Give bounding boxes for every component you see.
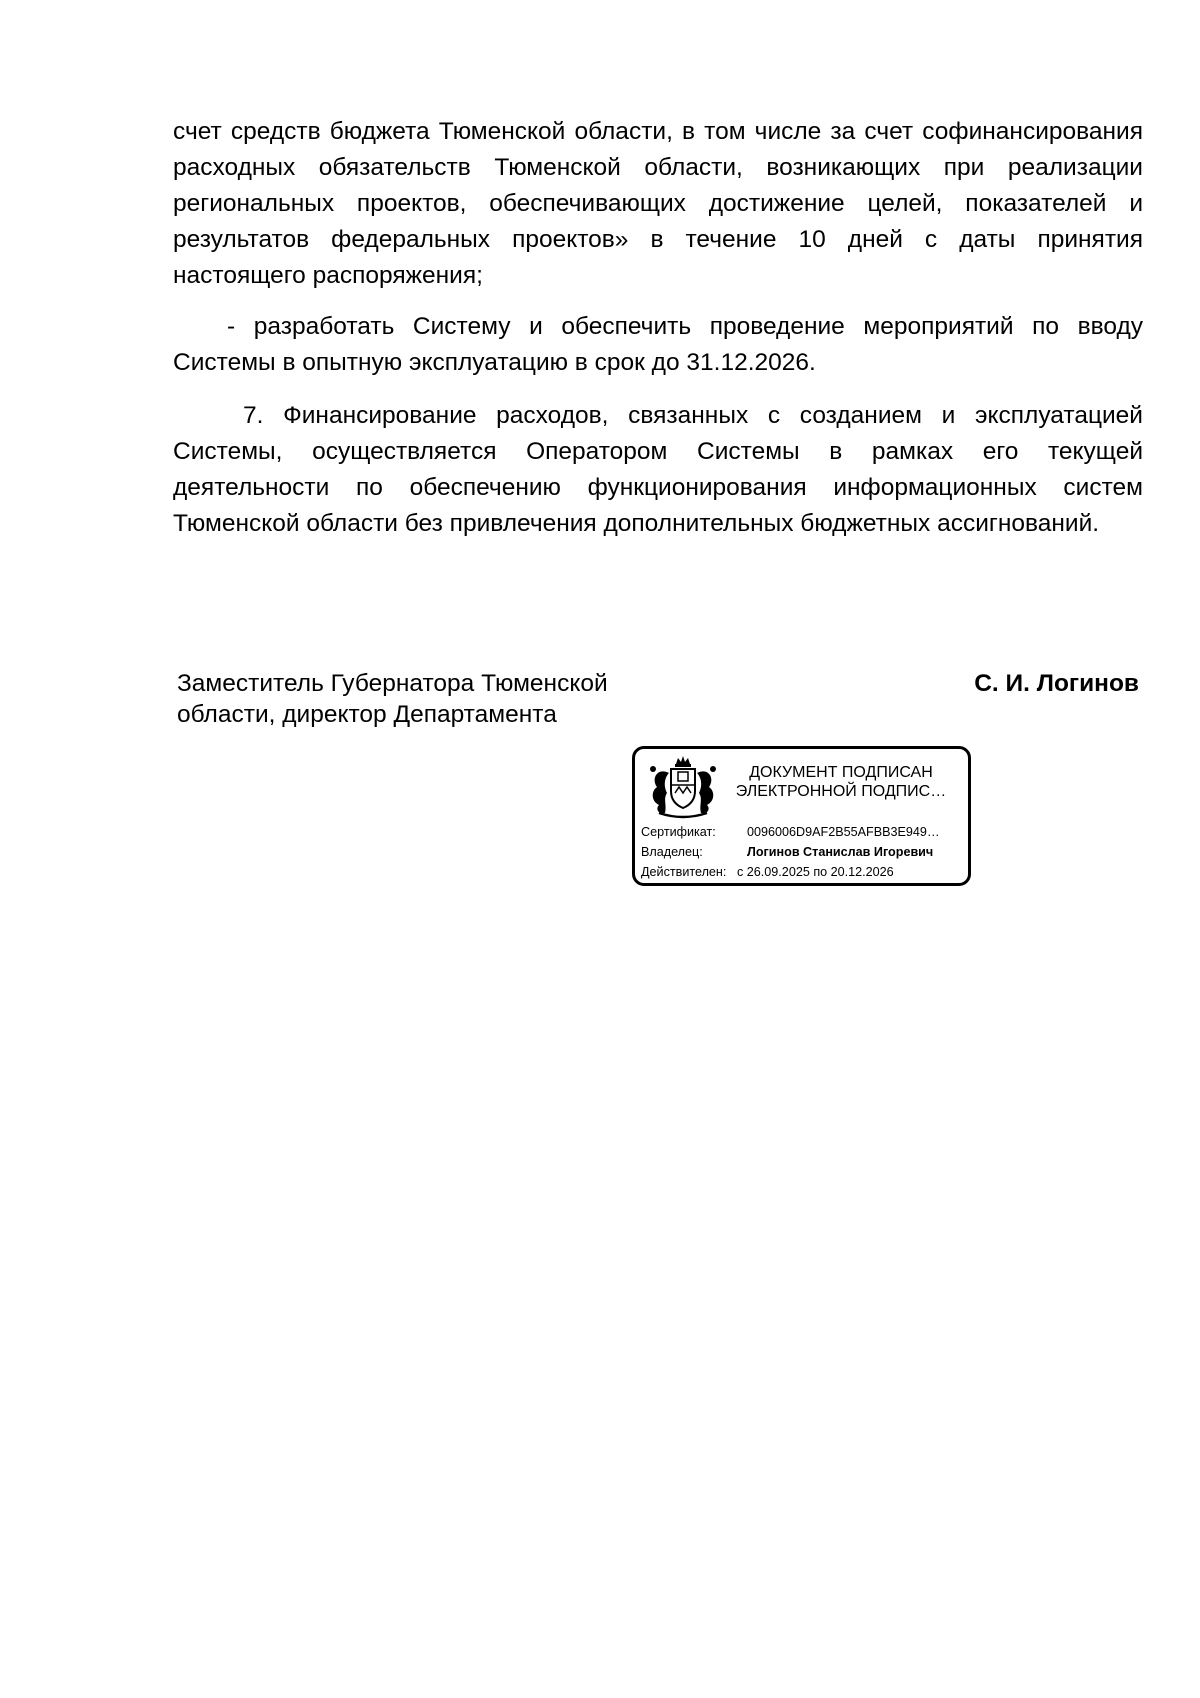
certificate-value: 0096006D9AF2B55AFBB3E949… [747,825,940,839]
paragraph-system-development: - разработать Систему и обеспечить проведение мероприятий по вводу Системы в опытную эксплуатацию в срок до 31.12.2026. [173,313,1143,376]
stamp-title-line2: ЭЛЕКТРОННОЙ ПОДПИС… [735,783,947,800]
stamp-validity-row [641,865,894,880]
valid-label: Действителен: [641,865,727,879]
signatory-name: С. И. Логинов [974,670,1139,697]
owner-label: Владелец: [641,845,703,859]
stamp-title [721,763,961,801]
valid-value: с 26.09.2025 по 20.12.2026 [737,865,894,879]
stamp-certificate-row [641,825,940,840]
paragraph-item-7-financing: 7. Финансирование расходов, связанных с созданием и эксплуатацией Системы, осуществляется Оператором Системы в рамках его текущей деятельности по обеспечению функционирования информационных систем Тюменской области без привлечения дополнительных бюджетных ассигнований. [173,402,1143,537]
certificate-label: Сертификат: [641,825,716,839]
paragraph-budget-funding: счет средств бюджета Тюменской области, в том числе за счет софинансирования расходных обязательств Тюменской области, возникающих при реализации региональных проектов, обеспечивающих достижение целей, показателей и результатов федеральных проектов» в течение 10 дней с даты принятия настоящего распоряжения; [173,118,1143,289]
electronic-signature-stamp [632,746,971,886]
owner-value: Логинов Станислав Игоревич [747,845,934,859]
signatory-position-line2: области, директор Департамента [177,701,557,728]
signatory-position [177,668,608,730]
stamp-owner-row [641,845,933,860]
tyumen-coat-of-arms-icon [645,755,721,821]
stamp-title-line1: ДОКУМЕНТ ПОДПИСАН [749,764,933,781]
signatory-position-line1: Заместитель Губернатора Тюменской [177,670,608,697]
